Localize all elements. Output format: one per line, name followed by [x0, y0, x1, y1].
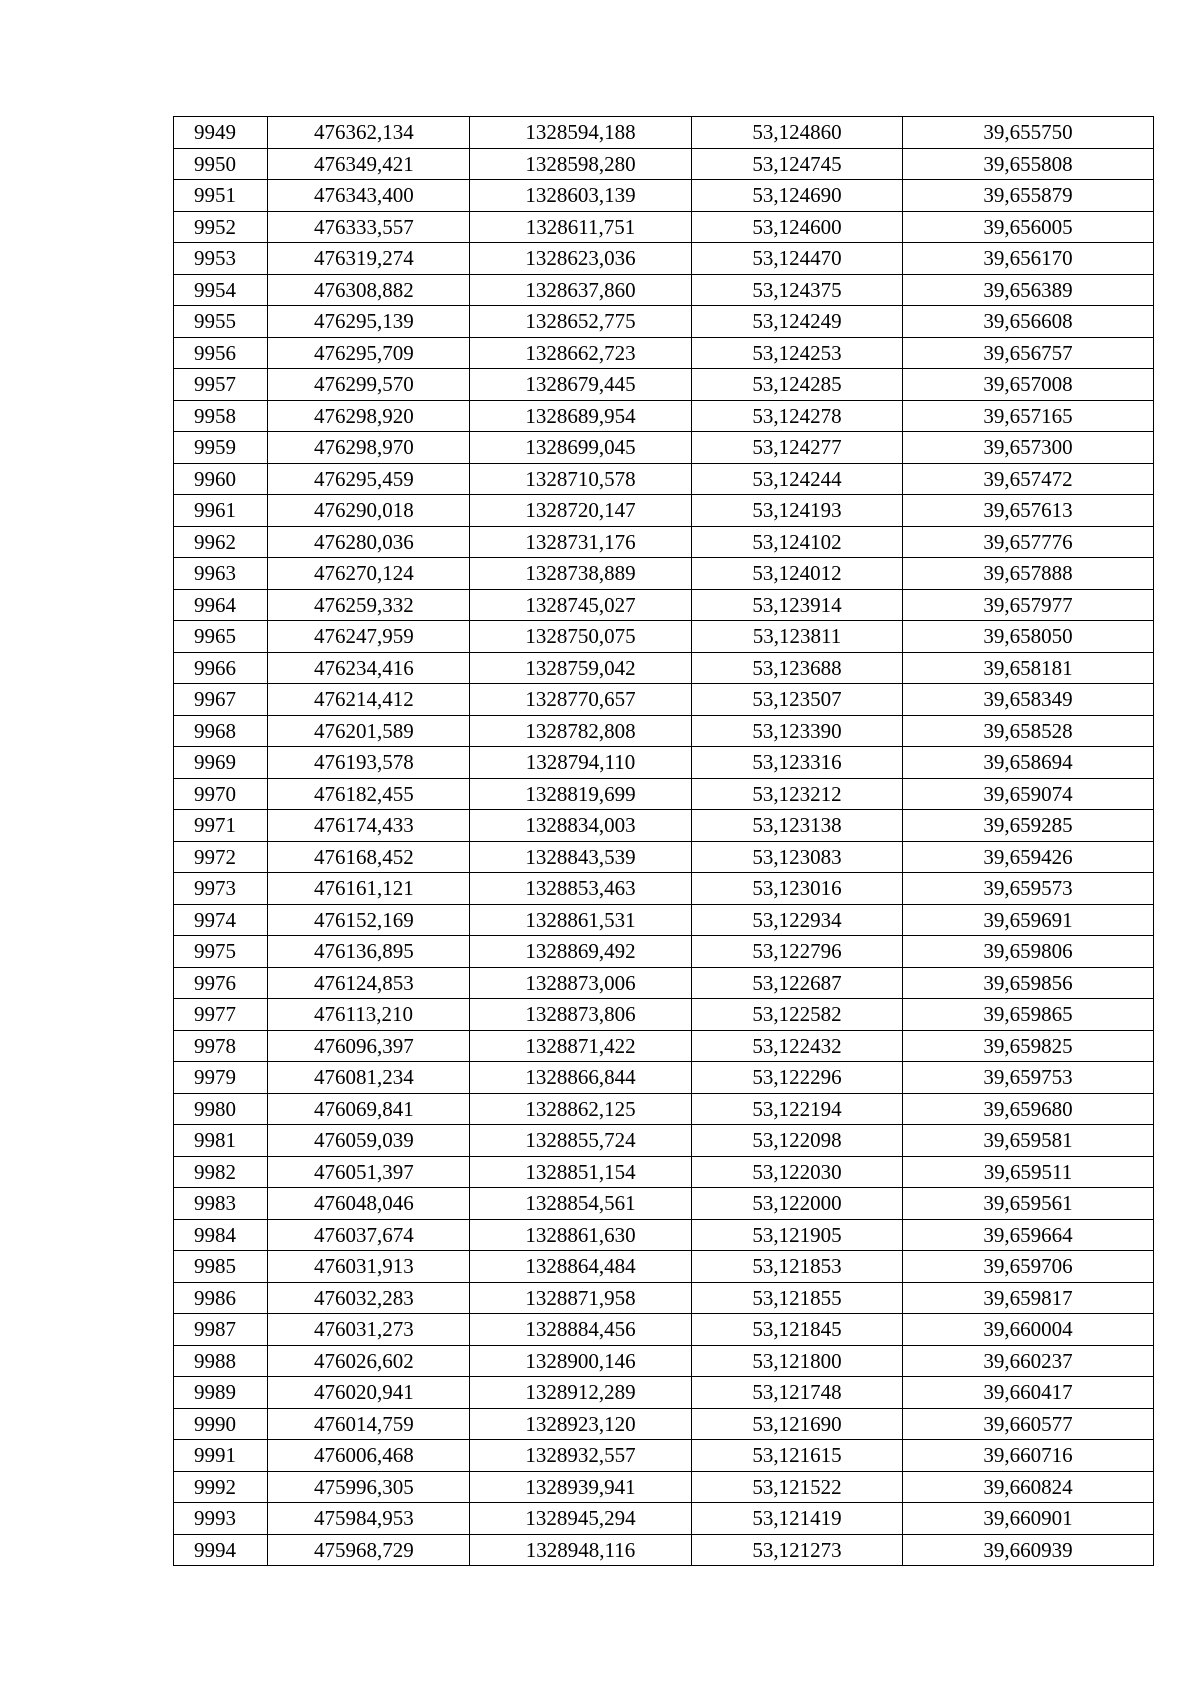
table-row	[174, 810, 1154, 842]
y-coordinate-cell: 1328794,110	[470, 747, 692, 779]
point-number-cell: 9977	[174, 999, 268, 1031]
latitude-cell: 53,124193	[692, 495, 903, 527]
x-coordinate-cell: 476362,134	[268, 117, 470, 149]
point-number-cell: 9986	[174, 1282, 268, 1314]
latitude-cell: 53,123914	[692, 589, 903, 621]
latitude-cell: 53,122582	[692, 999, 903, 1031]
point-number-cell: 9974	[174, 904, 268, 936]
y-coordinate-cell: 1328939,941	[470, 1471, 692, 1503]
x-coordinate-cell: 476032,283	[268, 1282, 470, 1314]
latitude-cell: 53,124278	[692, 400, 903, 432]
x-coordinate-cell: 476113,210	[268, 999, 470, 1031]
latitude-cell: 53,123316	[692, 747, 903, 779]
x-coordinate-cell: 476026,602	[268, 1345, 470, 1377]
y-coordinate-cell: 1328861,531	[470, 904, 692, 936]
longitude-cell: 39,657977	[903, 589, 1154, 621]
longitude-cell: 39,660824	[903, 1471, 1154, 1503]
latitude-cell: 53,124249	[692, 306, 903, 338]
point-number-cell: 9984	[174, 1219, 268, 1251]
y-coordinate-cell: 1328864,484	[470, 1251, 692, 1283]
y-coordinate-cell: 1328871,958	[470, 1282, 692, 1314]
longitude-cell: 39,657472	[903, 463, 1154, 495]
point-number-cell: 9952	[174, 211, 268, 243]
x-coordinate-cell: 475996,305	[268, 1471, 470, 1503]
point-number-cell: 9983	[174, 1188, 268, 1220]
table-row	[174, 526, 1154, 558]
table-row	[174, 1314, 1154, 1346]
y-coordinate-cell: 1328834,003	[470, 810, 692, 842]
latitude-cell: 53,122098	[692, 1125, 903, 1157]
x-coordinate-cell: 476349,421	[268, 148, 470, 180]
latitude-cell: 53,124102	[692, 526, 903, 558]
longitude-cell: 39,657613	[903, 495, 1154, 527]
y-coordinate-cell: 1328869,492	[470, 936, 692, 968]
latitude-cell: 53,124012	[692, 558, 903, 590]
coordinates-table-body	[174, 117, 1154, 1566]
latitude-cell: 53,123212	[692, 778, 903, 810]
y-coordinate-cell: 1328854,561	[470, 1188, 692, 1220]
longitude-cell: 39,659561	[903, 1188, 1154, 1220]
table-row	[174, 495, 1154, 527]
longitude-cell: 39,655808	[903, 148, 1154, 180]
point-number-cell: 9992	[174, 1471, 268, 1503]
latitude-cell: 53,121615	[692, 1440, 903, 1472]
point-number-cell: 9975	[174, 936, 268, 968]
longitude-cell: 39,657300	[903, 432, 1154, 464]
x-coordinate-cell: 476280,036	[268, 526, 470, 558]
y-coordinate-cell: 1328652,775	[470, 306, 692, 338]
point-number-cell: 9950	[174, 148, 268, 180]
y-coordinate-cell: 1328720,147	[470, 495, 692, 527]
longitude-cell: 39,659856	[903, 967, 1154, 999]
x-coordinate-cell: 476124,853	[268, 967, 470, 999]
latitude-cell: 53,121273	[692, 1534, 903, 1566]
x-coordinate-cell: 476234,416	[268, 652, 470, 684]
point-number-cell: 9989	[174, 1377, 268, 1409]
x-coordinate-cell: 476069,841	[268, 1093, 470, 1125]
y-coordinate-cell: 1328862,125	[470, 1093, 692, 1125]
point-number-cell: 9990	[174, 1408, 268, 1440]
longitude-cell: 39,658528	[903, 715, 1154, 747]
x-coordinate-cell: 476059,039	[268, 1125, 470, 1157]
latitude-cell: 53,122934	[692, 904, 903, 936]
table-row	[174, 180, 1154, 212]
longitude-cell: 39,659426	[903, 841, 1154, 873]
point-number-cell: 9959	[174, 432, 268, 464]
point-number-cell: 9955	[174, 306, 268, 338]
coordinates-table	[173, 116, 1154, 1566]
x-coordinate-cell: 476031,913	[268, 1251, 470, 1283]
longitude-cell: 39,660716	[903, 1440, 1154, 1472]
y-coordinate-cell: 1328932,557	[470, 1440, 692, 1472]
y-coordinate-cell: 1328873,806	[470, 999, 692, 1031]
table-row	[174, 873, 1154, 905]
latitude-cell: 53,123083	[692, 841, 903, 873]
y-coordinate-cell: 1328611,751	[470, 211, 692, 243]
latitude-cell: 53,122030	[692, 1156, 903, 1188]
x-coordinate-cell: 476295,459	[268, 463, 470, 495]
point-number-cell: 9982	[174, 1156, 268, 1188]
longitude-cell: 39,658349	[903, 684, 1154, 716]
longitude-cell: 39,655750	[903, 117, 1154, 149]
latitude-cell: 53,122194	[692, 1093, 903, 1125]
latitude-cell: 53,122000	[692, 1188, 903, 1220]
x-coordinate-cell: 476298,920	[268, 400, 470, 432]
table-row	[174, 400, 1154, 432]
y-coordinate-cell: 1328731,176	[470, 526, 692, 558]
y-coordinate-cell: 1328853,463	[470, 873, 692, 905]
point-number-cell: 9973	[174, 873, 268, 905]
y-coordinate-cell: 1328923,120	[470, 1408, 692, 1440]
y-coordinate-cell: 1328689,954	[470, 400, 692, 432]
table-row	[174, 1440, 1154, 1472]
longitude-cell: 39,659664	[903, 1219, 1154, 1251]
x-coordinate-cell: 476201,589	[268, 715, 470, 747]
longitude-cell: 39,658181	[903, 652, 1154, 684]
x-coordinate-cell: 476051,397	[268, 1156, 470, 1188]
y-coordinate-cell: 1328738,889	[470, 558, 692, 590]
x-coordinate-cell: 476247,959	[268, 621, 470, 653]
table-row	[174, 967, 1154, 999]
latitude-cell: 53,123138	[692, 810, 903, 842]
point-number-cell: 9954	[174, 274, 268, 306]
longitude-cell: 39,659825	[903, 1030, 1154, 1062]
point-number-cell: 9978	[174, 1030, 268, 1062]
table-row	[174, 1219, 1154, 1251]
y-coordinate-cell: 1328912,289	[470, 1377, 692, 1409]
point-number-cell: 9985	[174, 1251, 268, 1283]
longitude-cell: 39,656389	[903, 274, 1154, 306]
latitude-cell: 53,124277	[692, 432, 903, 464]
x-coordinate-cell: 476270,124	[268, 558, 470, 590]
table-row	[174, 369, 1154, 401]
longitude-cell: 39,657776	[903, 526, 1154, 558]
x-coordinate-cell: 476290,018	[268, 495, 470, 527]
y-coordinate-cell: 1328873,006	[470, 967, 692, 999]
x-coordinate-cell: 476295,709	[268, 337, 470, 369]
latitude-cell: 53,123688	[692, 652, 903, 684]
latitude-cell: 53,121748	[692, 1377, 903, 1409]
latitude-cell: 53,123016	[692, 873, 903, 905]
point-number-cell: 9964	[174, 589, 268, 621]
longitude-cell: 39,659511	[903, 1156, 1154, 1188]
table-row	[174, 1251, 1154, 1283]
latitude-cell: 53,121853	[692, 1251, 903, 1283]
x-coordinate-cell: 476319,274	[268, 243, 470, 275]
point-number-cell: 9979	[174, 1062, 268, 1094]
latitude-cell: 53,123811	[692, 621, 903, 653]
latitude-cell: 53,121855	[692, 1282, 903, 1314]
x-coordinate-cell: 476096,397	[268, 1030, 470, 1062]
x-coordinate-cell: 475984,953	[268, 1503, 470, 1535]
table-row	[174, 936, 1154, 968]
longitude-cell: 39,659691	[903, 904, 1154, 936]
x-coordinate-cell: 476193,578	[268, 747, 470, 779]
point-number-cell: 9951	[174, 180, 268, 212]
point-number-cell: 9966	[174, 652, 268, 684]
longitude-cell: 39,659573	[903, 873, 1154, 905]
x-coordinate-cell: 476298,970	[268, 432, 470, 464]
y-coordinate-cell: 1328819,699	[470, 778, 692, 810]
x-coordinate-cell: 476308,882	[268, 274, 470, 306]
latitude-cell: 53,124470	[692, 243, 903, 275]
x-coordinate-cell: 476259,332	[268, 589, 470, 621]
table-row	[174, 684, 1154, 716]
table-row	[174, 715, 1154, 747]
y-coordinate-cell: 1328851,154	[470, 1156, 692, 1188]
x-coordinate-cell: 476081,234	[268, 1062, 470, 1094]
y-coordinate-cell: 1328759,042	[470, 652, 692, 684]
y-coordinate-cell: 1328900,146	[470, 1345, 692, 1377]
table-row	[174, 337, 1154, 369]
point-number-cell: 9957	[174, 369, 268, 401]
longitude-cell: 39,659680	[903, 1093, 1154, 1125]
point-number-cell: 9953	[174, 243, 268, 275]
table-row	[174, 558, 1154, 590]
longitude-cell: 39,659865	[903, 999, 1154, 1031]
table-row	[174, 1345, 1154, 1377]
y-coordinate-cell: 1328843,539	[470, 841, 692, 873]
point-number-cell: 9967	[174, 684, 268, 716]
y-coordinate-cell: 1328750,075	[470, 621, 692, 653]
latitude-cell: 53,124244	[692, 463, 903, 495]
longitude-cell: 39,656170	[903, 243, 1154, 275]
y-coordinate-cell: 1328884,456	[470, 1314, 692, 1346]
x-coordinate-cell: 476299,570	[268, 369, 470, 401]
x-coordinate-cell: 476174,433	[268, 810, 470, 842]
latitude-cell: 53,121522	[692, 1471, 903, 1503]
longitude-cell: 39,660004	[903, 1314, 1154, 1346]
table-row	[174, 117, 1154, 149]
y-coordinate-cell: 1328745,027	[470, 589, 692, 621]
point-number-cell: 9958	[174, 400, 268, 432]
longitude-cell: 39,656608	[903, 306, 1154, 338]
x-coordinate-cell: 476014,759	[268, 1408, 470, 1440]
point-number-cell: 9968	[174, 715, 268, 747]
y-coordinate-cell: 1328948,116	[470, 1534, 692, 1566]
table-row	[174, 621, 1154, 653]
table-row	[174, 463, 1154, 495]
point-number-cell: 9965	[174, 621, 268, 653]
point-number-cell: 9991	[174, 1440, 268, 1472]
y-coordinate-cell: 1328866,844	[470, 1062, 692, 1094]
x-coordinate-cell: 476214,412	[268, 684, 470, 716]
x-coordinate-cell: 476152,169	[268, 904, 470, 936]
point-number-cell: 9981	[174, 1125, 268, 1157]
latitude-cell: 53,124860	[692, 117, 903, 149]
point-number-cell: 9988	[174, 1345, 268, 1377]
table-row	[174, 1471, 1154, 1503]
longitude-cell: 39,659817	[903, 1282, 1154, 1314]
longitude-cell: 39,656757	[903, 337, 1154, 369]
latitude-cell: 53,121419	[692, 1503, 903, 1535]
y-coordinate-cell: 1328945,294	[470, 1503, 692, 1535]
table-row	[174, 589, 1154, 621]
longitude-cell: 39,658694	[903, 747, 1154, 779]
table-row	[174, 1188, 1154, 1220]
longitude-cell: 39,659285	[903, 810, 1154, 842]
latitude-cell: 53,124600	[692, 211, 903, 243]
longitude-cell: 39,660417	[903, 1377, 1154, 1409]
table-row	[174, 1408, 1154, 1440]
point-number-cell: 9980	[174, 1093, 268, 1125]
x-coordinate-cell: 476182,455	[268, 778, 470, 810]
longitude-cell: 39,656005	[903, 211, 1154, 243]
table-row	[174, 1093, 1154, 1125]
table-row	[174, 904, 1154, 936]
longitude-cell: 39,659074	[903, 778, 1154, 810]
table-row	[174, 778, 1154, 810]
y-coordinate-cell: 1328598,280	[470, 148, 692, 180]
y-coordinate-cell: 1328861,630	[470, 1219, 692, 1251]
longitude-cell: 39,660901	[903, 1503, 1154, 1535]
point-number-cell: 9994	[174, 1534, 268, 1566]
table-row	[174, 1062, 1154, 1094]
x-coordinate-cell: 476333,557	[268, 211, 470, 243]
y-coordinate-cell: 1328603,139	[470, 180, 692, 212]
x-coordinate-cell: 475968,729	[268, 1534, 470, 1566]
point-number-cell: 9962	[174, 526, 268, 558]
table-row	[174, 274, 1154, 306]
y-coordinate-cell: 1328782,808	[470, 715, 692, 747]
point-number-cell: 9956	[174, 337, 268, 369]
point-number-cell: 9993	[174, 1503, 268, 1535]
latitude-cell: 53,124285	[692, 369, 903, 401]
table-row	[174, 1503, 1154, 1535]
x-coordinate-cell: 476048,046	[268, 1188, 470, 1220]
longitude-cell: 39,659753	[903, 1062, 1154, 1094]
longitude-cell: 39,660577	[903, 1408, 1154, 1440]
x-coordinate-cell: 476343,400	[268, 180, 470, 212]
latitude-cell: 53,123390	[692, 715, 903, 747]
y-coordinate-cell: 1328855,724	[470, 1125, 692, 1157]
table-row	[174, 1125, 1154, 1157]
x-coordinate-cell: 476031,273	[268, 1314, 470, 1346]
longitude-cell: 39,659806	[903, 936, 1154, 968]
y-coordinate-cell: 1328871,422	[470, 1030, 692, 1062]
longitude-cell: 39,658050	[903, 621, 1154, 653]
table-row	[174, 652, 1154, 684]
table-row	[174, 432, 1154, 464]
longitude-cell: 39,659581	[903, 1125, 1154, 1157]
latitude-cell: 53,121905	[692, 1219, 903, 1251]
latitude-cell: 53,122432	[692, 1030, 903, 1062]
point-number-cell: 9970	[174, 778, 268, 810]
latitude-cell: 53,123507	[692, 684, 903, 716]
table-row	[174, 999, 1154, 1031]
table-row	[174, 148, 1154, 180]
y-coordinate-cell: 1328770,657	[470, 684, 692, 716]
latitude-cell: 53,124745	[692, 148, 903, 180]
point-number-cell: 9971	[174, 810, 268, 842]
x-coordinate-cell: 476295,139	[268, 306, 470, 338]
latitude-cell: 53,124253	[692, 337, 903, 369]
latitude-cell: 53,122296	[692, 1062, 903, 1094]
point-number-cell: 9987	[174, 1314, 268, 1346]
x-coordinate-cell: 476161,121	[268, 873, 470, 905]
y-coordinate-cell: 1328662,723	[470, 337, 692, 369]
x-coordinate-cell: 476136,895	[268, 936, 470, 968]
latitude-cell: 53,121690	[692, 1408, 903, 1440]
latitude-cell: 53,122687	[692, 967, 903, 999]
latitude-cell: 53,124690	[692, 180, 903, 212]
longitude-cell: 39,655879	[903, 180, 1154, 212]
longitude-cell: 39,659706	[903, 1251, 1154, 1283]
x-coordinate-cell: 476020,941	[268, 1377, 470, 1409]
y-coordinate-cell: 1328699,045	[470, 432, 692, 464]
longitude-cell: 39,660939	[903, 1534, 1154, 1566]
table-row	[174, 243, 1154, 275]
x-coordinate-cell: 476168,452	[268, 841, 470, 873]
latitude-cell: 53,122796	[692, 936, 903, 968]
table-row	[174, 1156, 1154, 1188]
y-coordinate-cell: 1328710,578	[470, 463, 692, 495]
point-number-cell: 9961	[174, 495, 268, 527]
longitude-cell: 39,657008	[903, 369, 1154, 401]
point-number-cell: 9960	[174, 463, 268, 495]
point-number-cell: 9972	[174, 841, 268, 873]
table-row	[174, 747, 1154, 779]
table-row	[174, 306, 1154, 338]
table-row	[174, 841, 1154, 873]
latitude-cell: 53,121800	[692, 1345, 903, 1377]
point-number-cell: 9949	[174, 117, 268, 149]
point-number-cell: 9969	[174, 747, 268, 779]
x-coordinate-cell: 476006,468	[268, 1440, 470, 1472]
y-coordinate-cell: 1328623,036	[470, 243, 692, 275]
table-row	[174, 1282, 1154, 1314]
table-row	[174, 1030, 1154, 1062]
longitude-cell: 39,657165	[903, 400, 1154, 432]
table-row	[174, 211, 1154, 243]
y-coordinate-cell: 1328637,860	[470, 274, 692, 306]
table-row	[174, 1534, 1154, 1566]
x-coordinate-cell: 476037,674	[268, 1219, 470, 1251]
point-number-cell: 9976	[174, 967, 268, 999]
point-number-cell: 9963	[174, 558, 268, 590]
y-coordinate-cell: 1328679,445	[470, 369, 692, 401]
latitude-cell: 53,124375	[692, 274, 903, 306]
longitude-cell: 39,660237	[903, 1345, 1154, 1377]
longitude-cell: 39,657888	[903, 558, 1154, 590]
latitude-cell: 53,121845	[692, 1314, 903, 1346]
table-row	[174, 1377, 1154, 1409]
y-coordinate-cell: 1328594,188	[470, 117, 692, 149]
